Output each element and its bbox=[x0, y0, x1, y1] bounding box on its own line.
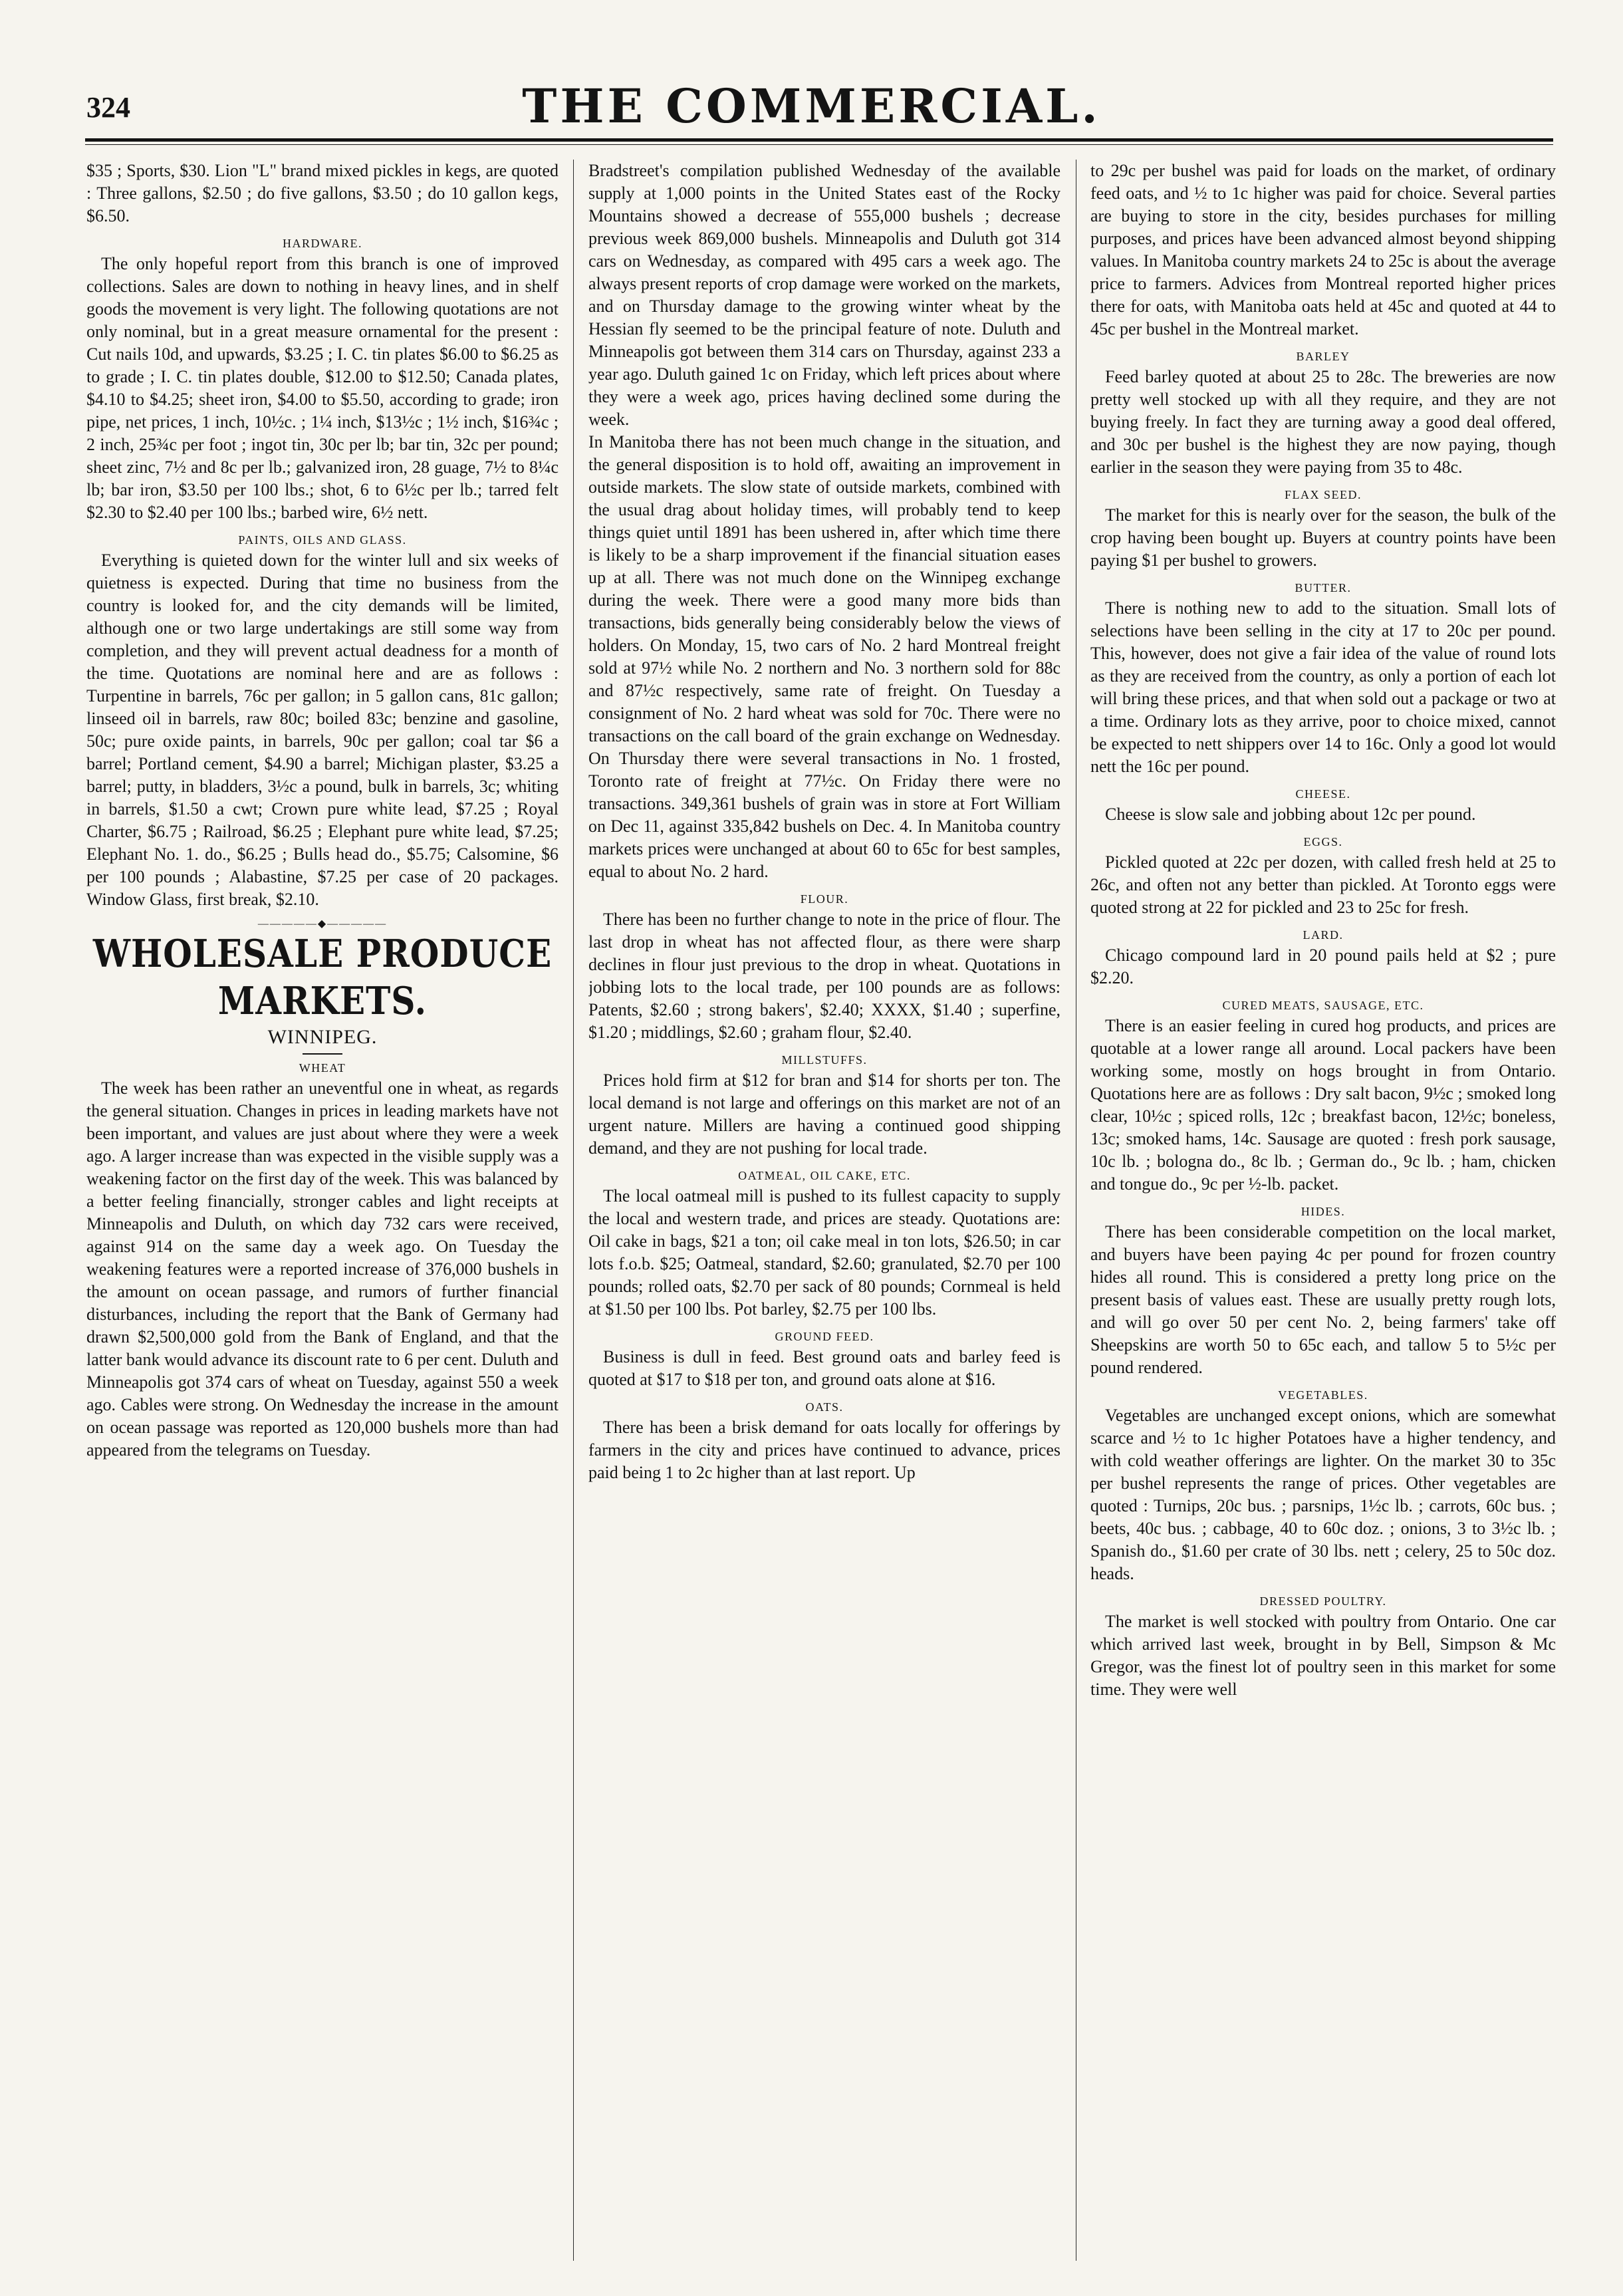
article-section bbox=[1090, 580, 1556, 778]
section-heading: OATS. bbox=[805, 1400, 844, 1414]
article-paragraph: Feed barley quoted at about 25 to 28c. The breweries are now pretty well stocked up with all they require, and they are not buying freely. In fact they are turning away a good deal offered, and 30c per bushel is the highest they are now paying, though earlier in the season they were paying from 35 to 48c. bbox=[1090, 367, 1556, 477]
column-3 bbox=[1090, 160, 1556, 2267]
section-heading: DRESSED POULTRY. bbox=[1259, 1594, 1387, 1608]
column-rule-1 bbox=[573, 160, 574, 2261]
article-section bbox=[1090, 1593, 1556, 1701]
section-heading: EGGS. bbox=[1303, 835, 1343, 848]
article-paragraph: Cheese is slow sale and jobbing about 12c per pound. bbox=[1105, 805, 1476, 824]
article-paragraph: The market for this is nearly over for the season, the bulk of the crop having been bought up. Buyers at country points have been paying $1 per bushel to growers. bbox=[1090, 505, 1556, 570]
article-section bbox=[588, 1329, 1061, 1391]
article-paragraph: Pickled quoted at 22c per dozen, with called fresh held at 25 to 26c, and often not any better than pickled. At Toronto eggs were quoted strong at 22 for pickled and 23 to 25c for fresh. bbox=[1090, 852, 1556, 917]
article-paragraph: Business is dull in feed. Best ground oats and barley feed is quoted at $17 to $18 per ton, and ground oats alone at $16. bbox=[588, 1347, 1061, 1389]
article-paragraph: $35 ; Sports, $30. Lion "L" brand mixed pickles in kegs, are quoted : Three gallons, $2.50 ; do five gallons, $3.50 ; do 10 gallon kegs, $6.50. bbox=[86, 161, 559, 225]
article-section bbox=[86, 1060, 559, 1462]
article-paragraph: The only hopeful report from this branch is one of improved collections. Sales are down to nothing in heavy lines, and in shelf goods the movement is very light. The following quotations are not only nominal, but in a great measure ornamental for the present : Cut nails 10d, and upwards, $3.25 ; I. C. tin plates $6.00 to $6.25 as to grade ; I. C. tin plates double, $12.00 to $12.50; Canada plates, $4.10 to $4.25; sheet iron, $4.00 to $5.50, according to grade; iron pipe, net prices, 1 inch, 10½c. ; 1¼ inch, $13½c ; 1½ inch, $16¾c ; 2 inch, 25¾c per foot ; ingot tin, 30c per lb; bar tin, 32c per pound; sheet zinc, 7½ and 8c per lb.; galvanized iron, 28 guage, 7½ to 8¼c lb; bar iron, $3.50 per 100 lbs.; shot, 6 to 6½c per lb.; tarred felt $2.30 to $2.40 per 100 lbs.; barbed wire, 6½ nett. bbox=[86, 254, 559, 522]
article-section bbox=[86, 160, 559, 227]
header-rule-thick bbox=[85, 138, 1553, 142]
article-section bbox=[86, 532, 559, 911]
article-section bbox=[588, 891, 1061, 1044]
article-paragraph: Bradstreet's compilation published Wednesday of the available supply at 1,000 points in the United States east of the Rocky Mountains showed a decrease of 555,000 bushels ; decrease previous week 869,000 bushels. Minneapolis and Duluth got 314 cars on Wednesday, as compared with 495 cars a week ago. The always present reports of crop damage were worked on the markets, and on Thursday damage to the growing winter wheat by the Hessian fly seemed to be the principal feature of note. Duluth and Minneapolis got between them 314 cars on Thursday, against 233 a year ago. Duluth gained 1c on Friday, which left prices about where they were a week ago, prices having declined some during the week. bbox=[588, 161, 1061, 429]
column-2 bbox=[588, 160, 1061, 2267]
article-paragraph: The market is well stocked with poultry from Ontario. One car which arrived last week, brought in by Bell, Simpson & Mc Gregor, was the finest lot of poultry seen in this market for some time. They were well bbox=[1090, 1612, 1556, 1699]
article-section bbox=[1090, 1204, 1556, 1379]
article-section bbox=[86, 235, 559, 524]
market-report-heading: WHOLESALE PRODUCE MARKETS. bbox=[92, 930, 553, 1023]
masthead-title: THE COMMERCIAL. bbox=[522, 78, 1101, 134]
article-paragraph: There has been considerable competition on the local market, and buyers have been paying 4c per pound for frozen country hides all round. This is considered a pretty long price on the present basis of values east. These are usually pretty rough lots, and will go over 50 per cent No. 2, being farmers' take off Sheepskins are worth 50 to 65c each, and tallow 5 to 5½c per pound rendered. bbox=[1090, 1222, 1556, 1377]
article-section bbox=[1090, 348, 1556, 479]
article-paragraph: The local oatmeal mill is pushed to its fullest capacity to supply the local and western trade, and prices are steady. Quotations are: Oil cake in bags, $21 a ton; oil cake meal in ton lots, $26.50; in car lots f.o.b. $25; Oatmeal, standard, $2.60; granulated, $2.70 per 100 pounds; rolled oats, $2.70 per sack of 80 pounds; Cornmeal is held at $1.50 per 100 lbs. Pot barley, $2.75 per 100 lbs. bbox=[588, 1186, 1061, 1319]
article-section bbox=[588, 1399, 1061, 1484]
city-heading: WINNIPEG. bbox=[267, 1026, 378, 1048]
article-section bbox=[1090, 786, 1556, 826]
article-paragraph: There is nothing new to add to the situation. Small lots of selections have been selling in the city at 17 to 20c per pound. This, however, does not give a fair idea of the value of round lots as they are received from the country, as only a portion of each lot will bring these prices, and that when sold out a package or two at a time. Ordinary lots as they arrive, poor to choice mixed, cannot be expected to nett shippers over 14 to 16c. Only a good lot would nett the 16c per pound. bbox=[1090, 598, 1556, 776]
article-section bbox=[588, 1168, 1061, 1321]
article-paragraph: Chicago compound lard in 20 pound pails held at $2 ; pure $2.20. bbox=[1090, 946, 1556, 987]
section-heading: WHEAT bbox=[299, 1061, 346, 1075]
section-heading: PAINTS, OILS AND GLASS. bbox=[238, 533, 407, 547]
article-paragraph: Everything is quieted down for the winter lull and six weeks of quietness is expected. During that time no business from the country is looked for, and the city demands will be limited, although one or two large undertakings are still some way from completion, and they will prevent actual deadness for a month of the time. Quotations are nominal here and are as follows : Turpentine in barrels, 76c per gallon; in 5 gallon cans, 81c gallon; linseed oil in barrels, raw 80c; boiled 83c; benzine and gasoline, 50c; pure oxide paints, in barrels, 90c per gallon; coal tar $6 a barrel; Portland cement, $4.90 a barrel; Michigan plaster, $3.25 a barrel; putty, in bladders, 3½c a pound, bulk in barrels, 3c; whiting in barrels, $1.50 a cwt; Crown pure white lead, $7.25 ; Royal Charter, $6.75 ; Railroad, $6.25 ; Elephant pure white lead, $7.25; Elephant No. 1. do., $6.25 ; Bulls head do., $5.75; Calsomine, $6 per 100 pounds ; Alabastine, $7.25 per case of 20 packages. Window Glass, first break, $2.10. bbox=[86, 551, 559, 909]
section-heading: OATMEAL, OIL CAKE, ETC. bbox=[738, 1169, 911, 1182]
article-paragraph: There is an easier feeling in cured hog products, and prices are quotable at a lower range all around. Local packers have been working some, mostly on hogs brought in from Ontario. Quotations here are as follows : Dry salt bacon, 9½c ; smoked long clear, 10½c ; spiced rolls, 12c ; breakfast bacon, 12½c; boneless, 13c; smoked hams, 14c. Sausage are quoted : fresh pork sausage, 10c lb. ; bologna do., 8c lb. ; German do., 9c lb. ; ham, chicken and tongue do., 9c per ½-lb. packet. bbox=[1090, 1016, 1556, 1194]
article-paragraph: to 29c per bushel was paid for loads on the market, of ordinary feed oats, and ½ to 1c higher was paid for choice. Several parties are buying to store in the city, besides purchases for milling purposes, and prices have been advanced almost beyond shipping values. In Manitoba country markets 24 to 25c is about the average price to farmers. Advices from Montreal reported higher prices there for oats, with Manitoba oats held at 45c and quoted at 44 to 45c per bushel in the Montreal market. bbox=[1090, 161, 1556, 338]
section-heading: HIDES. bbox=[1301, 1205, 1346, 1218]
article-paragraph: The week has been rather an uneventful one in wheat, as regards the general situation. Changes in prices in leading markets have not been important, and values are just about where they were a week ago. A larger increase than was expected in the visible supply was a weakening factor on the first day of the week. This was balanced by a better feeling financially, stronger cables and light receipts at Minneapolis and Duluth, on which day 732 cars were received, against 914 on the same day a week ago. On Tuesday the weakening features were a reported increase of 376,000 bushels in the amount on ocean passage, and rumors of further financial disturbances, including the report that the Bank of Germany had drawn $2,500,000 gold from the Bank of England, and that the latter bank would advance its discount rate to 6 per cent. Duluth and Minneapolis got 374 cars of wheat on Tuesday, against 550 a week ago. Cables were strong. On Wednesday the increase in the amount on ocean passage was reported as 120,000 bushels more than had appeared from the telegrams on Tuesday. bbox=[86, 1079, 559, 1460]
article-section bbox=[588, 1052, 1061, 1160]
ornamental-divider: —————◆————— bbox=[257, 918, 388, 930]
section-heading: BUTTER. bbox=[1295, 581, 1352, 594]
section-heading: CURED MEATS, SAUSAGE, ETC. bbox=[1222, 999, 1424, 1012]
article-section bbox=[1090, 997, 1556, 1196]
section-heading: FLAX SEED. bbox=[1284, 488, 1362, 501]
article-paragraph: In Manitoba there has not been much change in the situation, and the general disposition is to hold off, awaiting an improvement in outside markets. The slow state of outside markets, combined with the usual drag about holiday times, will probably tend to keep things quiet until 1891 has been ushered in, after which time there is likely to be a sharp improvement if the financial situation eases up at all. There was not much done on the Winnipeg exchange during the week. There were a good many more bids than transactions, bids generally being considerably below the views of holders. On Monday, 15, two cars of No. 2 hard Montreal freight sold at 97½ while No. 2 northern and No. 3 northern sold for 88c and 87½c respectively, same rate of freight. On Tuesday a consignment of No. 2 hard wheat was sold for 70c. There were no transactions on the call board of the grain exchange on Wednesday. On Thursday there were several transactions in No. 1 frosted, Toronto rate of freight at 77½c. On Friday there were no transactions. 349,361 bushels of grain was in store at Fort William on Dec 11, against 335,842 bushels on Dec. 4. In Manitoba country markets prices were unchanged at about 60 to 65c for best samples, equal to about No. 2 hard. bbox=[588, 432, 1061, 881]
article-section bbox=[1090, 927, 1556, 989]
section-heading: BARLEY bbox=[1296, 350, 1350, 363]
article-section bbox=[588, 160, 1061, 883]
section-heading: FLOUR. bbox=[800, 892, 849, 906]
article-section bbox=[1090, 160, 1556, 340]
short-rule bbox=[303, 1053, 342, 1055]
article-paragraph: There has been a brisk demand for oats locally for offerings by farmers in the city and prices have continued to advance, prices paid being 1 to 2c higher than at last report. Up bbox=[588, 1418, 1061, 1482]
article-paragraph: Vegetables are unchanged except onions, which are somewhat scarce and ½ to 1c higher Potatoes have a higher tendency, and with cold weather offerings are lighter. On the market 30 to 35c per bushel represents the range of prices. Other vegetables are quoted : Turnips, 20c bus. ; parsnips, 1½c lb. ; carrots, 60c bus. ; beets, 40c bus. ; cabbage, 40 to 60c doz. ; onions, 3 to 3½c lb. ; Spanish do., $1.60 per crate of 30 lbs. nett ; celery, 25 to 50c doz. heads. bbox=[1090, 1406, 1556, 1583]
header-rule-thin bbox=[85, 144, 1553, 145]
article-section bbox=[1090, 487, 1556, 572]
section-heading: GROUND FEED. bbox=[775, 1330, 874, 1343]
article-section bbox=[1090, 834, 1556, 919]
page-number: 324 bbox=[86, 91, 130, 124]
section-heading: CHEESE. bbox=[1295, 787, 1351, 801]
column-1 bbox=[86, 160, 559, 2267]
section-heading: LARD. bbox=[1303, 928, 1344, 942]
section-heading: VEGETABLES. bbox=[1278, 1388, 1368, 1402]
article-paragraph: There has been no further change to note in the price of flour. The last drop in wheat has not affected flour, as there were sharp declines in flour just previous to the drop in wheat. Quotations in jobbing lots to the local trade, per 100 pounds are as follows: Patents, $2.60 ; strong bakers', $2.40; XXXX, $1.40 ; superfine, $1.20 ; middlings, $2.60 ; graham flour, $2.40. bbox=[588, 910, 1061, 1042]
section-heading: HARDWARE. bbox=[283, 237, 362, 250]
section-heading: MILLSTUFFS. bbox=[781, 1053, 868, 1067]
article-paragraph: Prices hold firm at $12 for bran and $14 for shorts per ton. The local demand is not large and offerings on this market are not of an urgent nature. Millers are having a continued good shipping demand, and they are not pushing for local trade. bbox=[588, 1071, 1061, 1158]
article-section bbox=[1090, 1387, 1556, 1585]
